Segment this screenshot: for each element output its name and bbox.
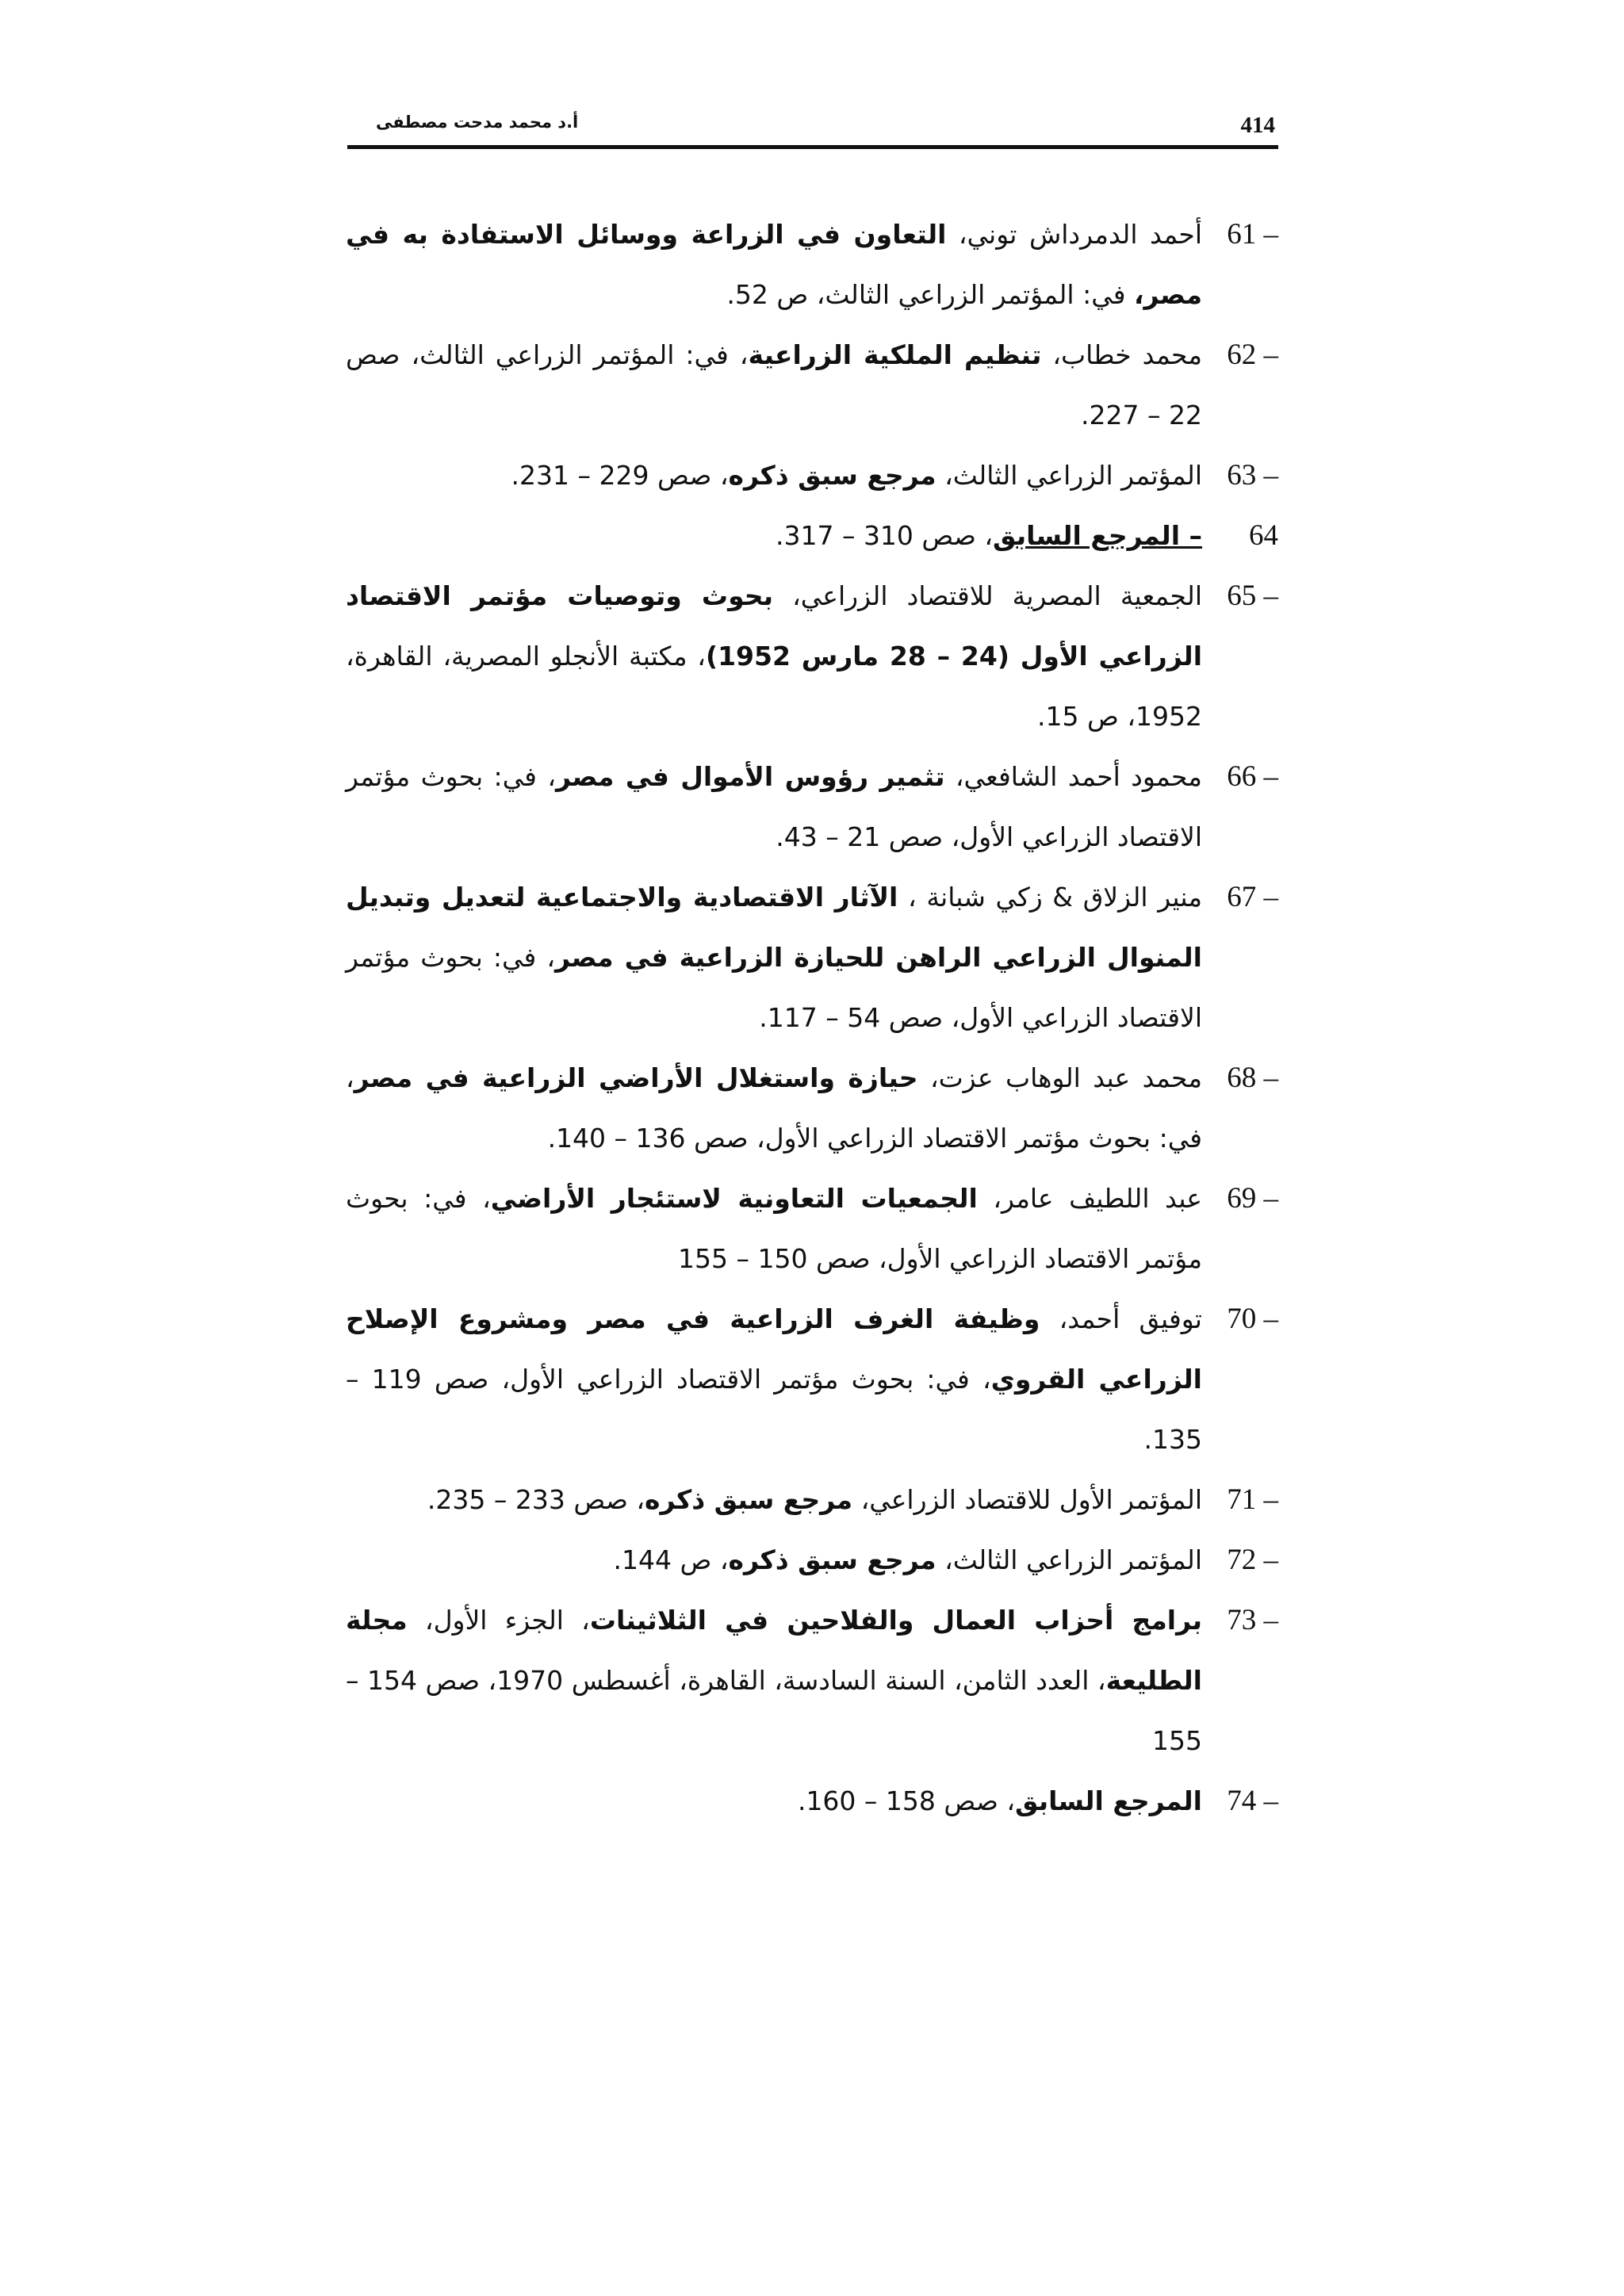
endnote-66 [346, 747, 1278, 867]
endnote-number: 69 – [1227, 1182, 1278, 1215]
endnote-number: 61 – [1227, 218, 1278, 251]
endnote-text: ، العدد الثامن، السنة السادسة، القاهرة، أغسطس 1970، صص 154 – 155 [346, 1665, 1202, 1756]
endnote-63 [346, 446, 1278, 506]
endnote-number: 73 – [1227, 1604, 1278, 1636]
endnote-69 [346, 1169, 1278, 1289]
endnote-text: ، صص 233 – 235. [427, 1484, 645, 1515]
endnote-title: تثمير رؤوس الأموال في مصر [556, 761, 945, 792]
page-number: 414 [1240, 113, 1275, 138]
endnote-text: محمود أحمد الشافعي، [944, 761, 1202, 792]
endnote-number: 68 – [1227, 1062, 1278, 1094]
endnote-text: المؤتمر الأول للاقتصاد الزراعي، [852, 1484, 1202, 1515]
endnote-text: ، في: بحوث مؤتمر الاقتصاد الزراعي الأول، صص 119 – 135. [346, 1364, 1202, 1455]
endnote-title: برامج أحزاب العمال والفلاحين في الثلاثينات [589, 1605, 1202, 1636]
header-rule [347, 145, 1278, 149]
endnote-text: ، صص 229 – 231. [511, 460, 729, 491]
endnote-70 [346, 1289, 1278, 1470]
endnote-text: الجمعية المصرية للاقتصاد الزراعي، [772, 580, 1202, 611]
endnote-number: 70 – [1227, 1303, 1278, 1335]
endnote-text: ، في: بحوث مؤتمر الاقتصاد الزراعي الأول، صص 136 – 140. [346, 1062, 1202, 1154]
endnote-number: 72 – [1227, 1544, 1278, 1576]
endnote-title: مرجع سبق ذكره [728, 1544, 936, 1575]
endnote-number: 64 [1249, 519, 1278, 552]
endnote-title: بحوث وتوصيات مؤتمر الاقتصاد الزراعي الأول (24 – 28 مارس 1952) [346, 580, 1203, 672]
endnote-title: تنظيم الملكية الزراعية [748, 339, 1042, 370]
endnote-text: ، صص 158 – 160. [797, 1785, 1016, 1816]
endnote-text: ، في: المؤتمر الزراعي الثالث، صص 22 – 227. [346, 339, 1202, 430]
endnote-title: الآثار الاقتصادية والاجتماعية لتعديل وتبديل المنوال الزراعي الراهن للحيازة الزراعية في مصر [346, 882, 1202, 973]
endnote-71 [346, 1470, 1278, 1530]
endnote-number: 63 – [1227, 459, 1278, 492]
endnote-62 [346, 325, 1278, 446]
endnote-text: منير الزلاق & زكي شبانة ، [898, 882, 1203, 913]
endnote-text: عبد اللطيف عامر، [977, 1183, 1202, 1214]
endnote-text: ، مكتبة الأنجلو المصرية، القاهرة، 1952، ص 15. [346, 641, 1202, 732]
endnote-number: 66 – [1227, 760, 1278, 793]
endnote-67 [346, 867, 1278, 1048]
endnote-title: – المرجع السابق [993, 520, 1202, 551]
endnote-text: أحمد الدمرداش توني، [946, 219, 1202, 250]
endnote-text: ، الجزء الأول، [407, 1605, 590, 1636]
endnote-text: محمد عبد الوهاب عزت، [917, 1062, 1203, 1093]
endnote-text: ، ص 144. [613, 1544, 729, 1575]
endnote-number: 74 – [1227, 1785, 1278, 1817]
endnote-number: 71 – [1227, 1483, 1278, 1516]
endnote-text: ، في: بحوث مؤتمر الاقتصاد الزراعي الأول، صص 21 – 43. [346, 761, 1202, 852]
endnote-text: محمد خطاب، [1041, 339, 1203, 370]
endnote-number: 67 – [1227, 881, 1278, 913]
endnote-title: حيازة واستغلال الأراضي الزراعية في مصر [354, 1062, 918, 1093]
endnote-title: المرجع السابق [1015, 1785, 1202, 1816]
endnote-text: ، صص 310 – 317. [775, 520, 994, 551]
endnote-title: وظيفة الغرف الزراعية في مصر ومشروع الإصلاح الزراعي القروي [346, 1303, 1202, 1395]
endnote-text: ، في: بحوث مؤتمر الاقتصاد الزراعي الأول، صص 54 – 117. [346, 942, 1202, 1033]
endnote-title: مرجع سبق ذكره [645, 1484, 853, 1515]
endnote-61 [346, 205, 1278, 325]
endnote-number: 62 – [1227, 339, 1278, 371]
endnote-text: ، في: بحوث مؤتمر الاقتصاد الزراعي الأول، صص 150 – 155 [346, 1183, 1202, 1274]
endnotes-list [346, 205, 1278, 1831]
endnote-65 [346, 566, 1278, 747]
endnote-title: التعاون في الزراعة ووسائل الاستفادة به في مصر، [346, 219, 1202, 310]
endnote-title: الجمعيات التعاونية لاستئجار الأراضي [490, 1183, 978, 1214]
endnote-73 [346, 1590, 1278, 1771]
page-header [347, 101, 1278, 146]
endnote-text: المؤتمر الزراعي الثالث، [936, 1544, 1202, 1575]
endnote-text: في: المؤتمر الزراعي الثالث، ص 52. [726, 279, 1134, 310]
endnote-journal-title: مجلة الطليعة [346, 1605, 1202, 1696]
endnote-number: 65 – [1227, 580, 1278, 612]
endnote-68 [346, 1048, 1278, 1169]
endnote-72 [346, 1530, 1278, 1590]
endnote-text: توفيق أحمد، [1040, 1303, 1202, 1334]
endnote-74 [346, 1771, 1278, 1831]
endnote-64 [346, 506, 1278, 566]
endnote-title: مرجع سبق ذكره [728, 460, 936, 491]
running-head: أ.د محمد مدحت مصطفى [376, 113, 579, 132]
endnote-text: المؤتمر الزراعي الثالث، [936, 460, 1202, 491]
